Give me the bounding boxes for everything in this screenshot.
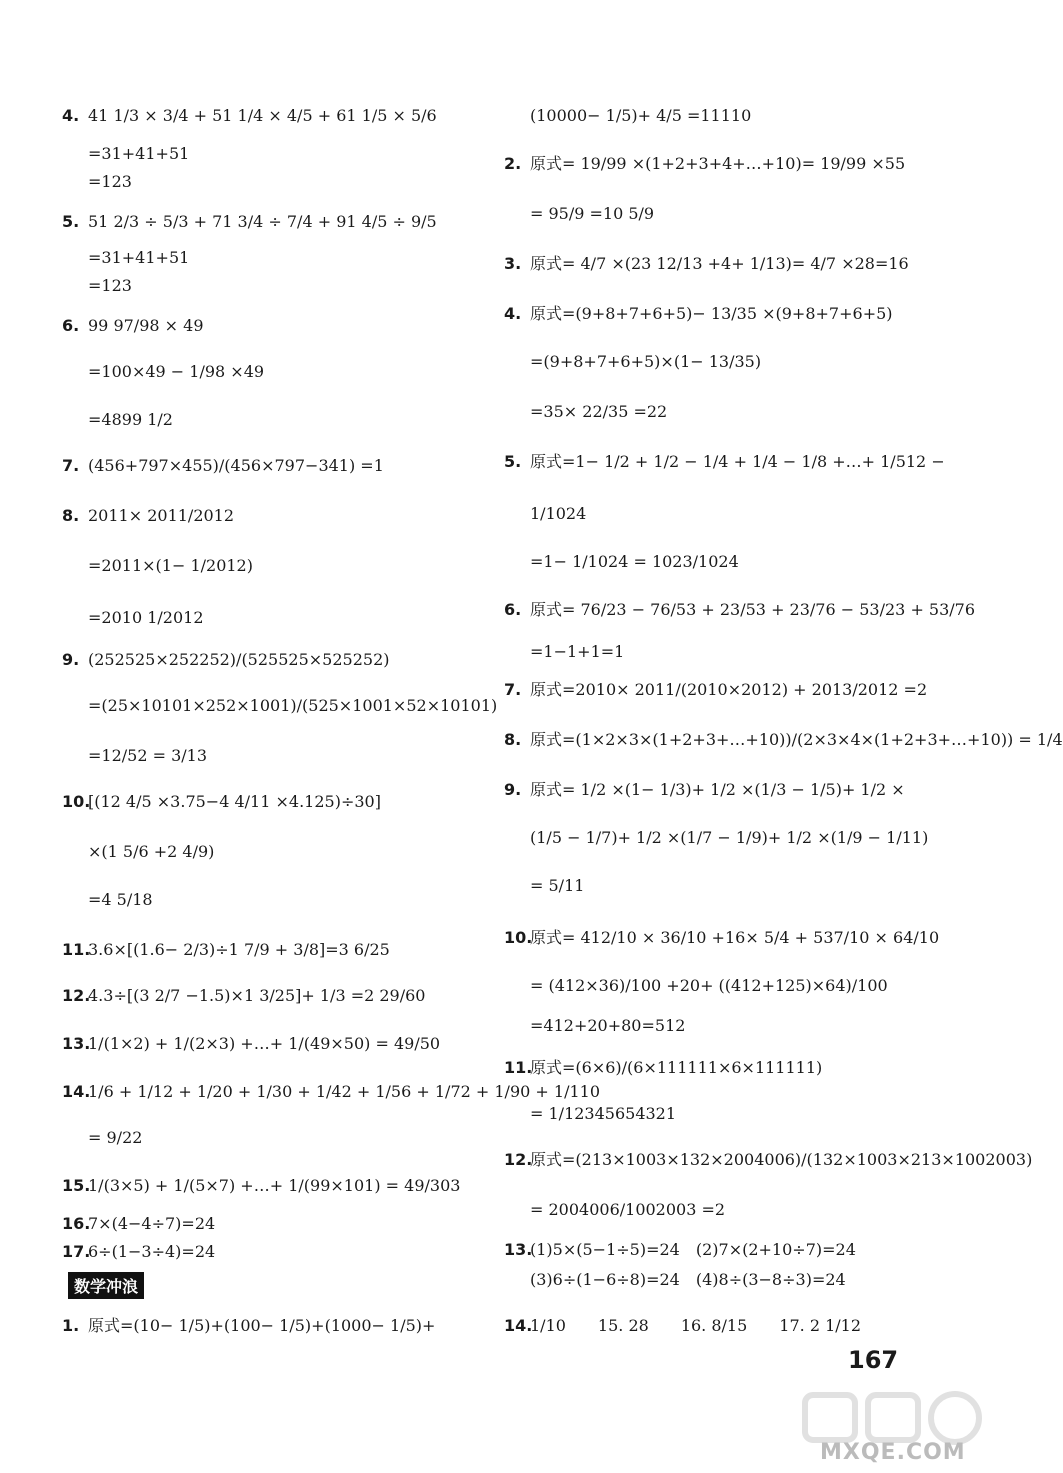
solution-line — [62, 410, 173, 430]
solution-line — [504, 976, 888, 996]
solution-line — [62, 362, 264, 382]
problem-number: 16. — [62, 1214, 91, 1233]
solution-line — [62, 276, 132, 296]
math-expression: 原式= 412/10 × 36/10 +16× 5/4 + 537/10 × 64/10 — [530, 928, 940, 947]
math-expression: =100×49 − 1/98 ×49 — [88, 362, 265, 381]
solution-line — [504, 352, 761, 372]
solution-line — [504, 1104, 676, 1124]
solution-line — [504, 642, 624, 662]
math-expression: 原式= 4/7 ×(23 12/13 +4+ 1/13)= 4/7 ×28=16 — [530, 254, 909, 273]
math-expression: =1−1+1=1 — [530, 642, 625, 661]
math-expression: (10000− 1/5)+ 4/5 =11110 — [530, 106, 752, 125]
problem-number: 10. — [62, 792, 91, 811]
math-expression: 原式= 19/99 ×(1+2+3+4+…+10)= 19/99 ×55 — [530, 154, 906, 173]
math-expression: =123 — [88, 276, 132, 295]
solution-line — [62, 1034, 440, 1054]
solution-line — [62, 248, 189, 268]
math-expression: ×(1 5/6 +2 4/9) — [88, 842, 215, 861]
problem-number: 12. — [62, 986, 91, 1005]
solution-line — [504, 504, 586, 524]
math-expression: 7×(4−4÷7)=24 — [88, 1214, 216, 1233]
problem-number: 1. — [62, 1316, 80, 1335]
problem-number: 9. — [504, 780, 522, 799]
solution-line — [504, 828, 928, 848]
math-expression: =4 5/18 — [88, 890, 153, 909]
solution-line — [62, 940, 390, 960]
math-expression: (1/5 − 1/7)+ 1/2 ×(1/7 − 1/9)+ 1/2 ×(1/9 − 1/11) — [530, 828, 929, 847]
math-expression: =4899 1/2 — [88, 410, 173, 429]
solution-line — [62, 506, 234, 526]
problem-number: 13. — [504, 1240, 533, 1259]
page-number: 167 — [848, 1346, 899, 1374]
math-expression: 1/(1×2) + 1/(2×3) +…+ 1/(49×50) = 49/50 — [88, 1034, 441, 1053]
math-expression: 原式= 76/23 − 76/53 + 23/53 + 23/76 − 53/23 + 53/76 — [530, 600, 976, 619]
solution-line — [504, 106, 751, 126]
math-expression: 原式= 1/2 ×(1− 1/3)+ 1/2 ×(1/3 − 1/5)+ 1/2 × — [530, 780, 905, 799]
math-expression: =2011×(1− 1/2012) — [88, 556, 253, 575]
solution-line — [504, 204, 654, 224]
solution-line — [62, 650, 389, 670]
problem-number: 9. — [62, 650, 80, 669]
solution-line — [62, 792, 381, 812]
math-expression: = 95/9 =10 5/9 — [530, 204, 655, 223]
math-expression: = (412×36)/100 +20+ ((412+125)×64)/100 — [530, 976, 888, 995]
math-expression: =2010 1/2012 — [88, 608, 204, 627]
math-expression: 1/10 15. 28 16. 8/15 17. 2 1/12 — [530, 1316, 862, 1335]
solution-line — [504, 154, 905, 174]
problem-number: 5. — [62, 212, 80, 231]
solution-line — [504, 452, 945, 472]
math-expression: 原式=(9+8+7+6+5)− 13/35 ×(9+8+7+6+5) — [530, 304, 893, 323]
math-expression: (3)6÷(1−6÷8)=24 (4)8÷(3−8÷3)=24 — [530, 1270, 846, 1289]
solution-line — [62, 172, 132, 192]
solution-line — [62, 696, 497, 716]
solution-line — [504, 552, 739, 572]
solution-line — [62, 842, 214, 862]
math-expression: 1/1024 — [530, 504, 587, 523]
solution-line — [504, 254, 909, 274]
math-expression: = 5/11 — [530, 876, 585, 895]
math-expression: =412+20+80=512 — [530, 1016, 686, 1035]
solution-line — [62, 1176, 460, 1196]
problem-number: 11. — [504, 1058, 533, 1077]
math-expression: 原式=1− 1/2 + 1/2 − 1/4 + 1/4 − 1/8 +…+ 1/512 − — [530, 452, 945, 471]
solution-line — [62, 1316, 435, 1336]
solution-line — [504, 1316, 861, 1336]
problem-number: 17. — [62, 1242, 91, 1261]
math-expression: =35× 22/35 =22 — [530, 402, 668, 421]
problem-number: 7. — [504, 680, 522, 699]
solution-line — [62, 1128, 142, 1148]
problem-number: 14. — [504, 1316, 533, 1335]
problem-number: 11. — [62, 940, 91, 959]
solution-line — [62, 1082, 600, 1102]
problem-number: 4. — [504, 304, 522, 323]
math-expression: 原式=2010× 2011/(2010×2012) + 2013/2012 =2 — [530, 680, 928, 699]
solution-line — [504, 1270, 846, 1290]
math-expression: (1)5×(5−1÷5)=24 (2)7×(2+10÷7)=24 — [530, 1240, 856, 1259]
math-expression: 99 97/98 × 49 — [88, 316, 204, 335]
solution-line — [504, 876, 584, 896]
math-expression: 原式=(213×1003×132×2004006)/(132×1003×213×1002003) — [530, 1150, 1033, 1169]
problem-number: 14. — [62, 1082, 91, 1101]
solution-line — [504, 780, 905, 800]
solution-line — [504, 600, 975, 620]
math-expression: =31+41+51 — [88, 248, 190, 267]
math-expression: =12/52 = 3/13 — [88, 746, 208, 765]
solution-line — [62, 106, 437, 126]
solution-line — [504, 1058, 822, 1078]
problem-number: 8. — [504, 730, 522, 749]
math-expression: = 2004006/1002003 =2 — [530, 1200, 726, 1219]
problem-number: 15. — [62, 1176, 91, 1195]
problem-number: 2. — [504, 154, 522, 173]
solution-line — [62, 212, 437, 232]
solution-line — [504, 1200, 725, 1220]
math-expression: =1− 1/1024 = 1023/1024 — [530, 552, 739, 571]
math-expression: 6÷(1−3÷4)=24 — [88, 1242, 216, 1261]
math-expression: 41 1/3 × 3/4 + 51 1/4 × 4/5 + 61 1/5 × 5/6 — [88, 106, 437, 125]
solution-line — [62, 890, 153, 910]
math-expression: =123 — [88, 172, 132, 191]
math-expression: (252525×252252)/(525525×525252) — [88, 650, 390, 669]
math-expression: = 1/12345654321 — [530, 1104, 677, 1123]
math-expression: = 9/22 — [88, 1128, 143, 1147]
solution-line — [62, 556, 253, 576]
math-expression: 原式=(6×6)/(6×111111×6×111111) — [530, 1058, 823, 1077]
problem-number: 13. — [62, 1034, 91, 1053]
math-expression: 1/6 + 1/12 + 1/20 + 1/30 + 1/42 + 1/56 + 1/72 + 1/90 + 1/110 — [88, 1082, 600, 1101]
problem-number: 10. — [504, 928, 533, 947]
math-expression: [(12 4/5 ×3.75−4 4/11 ×4.125)÷30] — [88, 792, 381, 811]
solution-line — [504, 928, 939, 948]
solution-line — [504, 402, 667, 422]
math-expression: 1/(3×5) + 1/(5×7) +…+ 1/(99×101) = 49/303 — [88, 1176, 461, 1195]
math-expression: =31+41+51 — [88, 144, 190, 163]
math-expression: =(9+8+7+6+5)×(1− 13/35) — [530, 352, 762, 371]
solution-line — [62, 1214, 215, 1234]
solution-line — [504, 1016, 685, 1036]
section-title: 数学冲浪 — [68, 1272, 144, 1299]
math-expression: 51 2/3 ÷ 5/3 + 71 3/4 ÷ 7/4 + 91 4/5 ÷ 9/5 — [88, 212, 437, 231]
watermark-text: MXQE.COM — [820, 1440, 966, 1465]
math-expression: 原式=(1×2×3×(1+2+3+…+10))/(2×3×4×(1+2+3+…+10)) = 1/4 — [530, 730, 1063, 749]
math-expression: 2011× 2011/2012 — [88, 506, 235, 525]
solution-line — [62, 316, 204, 336]
math-expression: 3.6×[(1.6− 2/3)÷1 7/9 + 3/8]=3 6/25 — [88, 940, 390, 959]
solution-line — [62, 144, 189, 164]
problem-number: 3. — [504, 254, 522, 273]
math-expression: (456+797×455)/(456×797−341) =1 — [88, 456, 384, 475]
solution-line — [62, 746, 207, 766]
problem-number: 7. — [62, 456, 80, 475]
solution-line — [62, 608, 204, 628]
solution-line — [504, 730, 1063, 750]
problem-number: 8. — [62, 506, 80, 525]
math-expression: 4.3÷[(3 2/7 −1.5)×1 3/25]+ 1/3 =2 29/60 — [88, 986, 426, 1005]
solution-line — [504, 1150, 1032, 1170]
math-expression: 原式=(10− 1/5)+(100− 1/5)+(1000− 1/5)+ — [88, 1316, 436, 1335]
problem-number: 4. — [62, 106, 80, 125]
problem-number: 6. — [504, 600, 522, 619]
solution-line — [504, 304, 893, 324]
solution-line — [62, 456, 384, 476]
math-expression: =(25×10101×252×1001)/(525×1001×52×10101) — [88, 696, 498, 715]
problem-number: 5. — [504, 452, 522, 471]
solution-line — [62, 986, 425, 1006]
problem-number: 6. — [62, 316, 80, 335]
solution-line — [62, 1242, 215, 1262]
problem-number: 12. — [504, 1150, 533, 1169]
solution-line — [504, 1240, 856, 1260]
solution-line — [504, 680, 927, 700]
